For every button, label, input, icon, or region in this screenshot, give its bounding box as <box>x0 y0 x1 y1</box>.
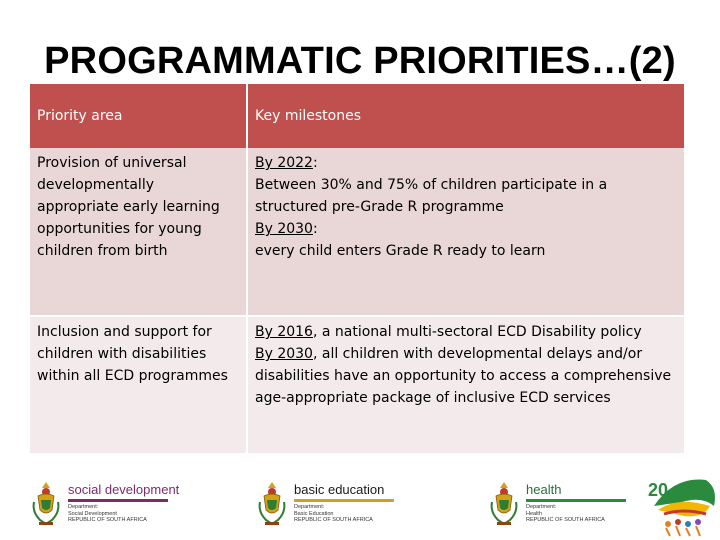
coat-of-arms-icon <box>256 480 288 528</box>
area-line: developmentally <box>37 177 154 193</box>
milestone-label-line: By 2030: <box>255 221 318 237</box>
priority-area-cell <box>30 316 247 453</box>
milestone-date: By 2030 <box>255 346 313 362</box>
area-line: children with disabilities <box>37 346 207 362</box>
dept-line: REPUBLIC OF SOUTH AFRICA <box>294 517 373 523</box>
table-row <box>30 316 684 453</box>
milestone-date: By 2030 <box>255 221 313 237</box>
dept-name: social development <box>68 482 180 497</box>
freedom-anniversary-logo <box>644 466 720 540</box>
header-key-milestones: Key milestones <box>247 84 684 148</box>
svg-text:20: 20 <box>648 480 669 500</box>
logo-health <box>488 478 628 536</box>
divider <box>294 499 394 502</box>
milestone-label-line: By 2022: <box>255 155 318 171</box>
priority-area-cell <box>30 148 247 316</box>
dept-line: REPUBLIC OF SOUTH AFRICA <box>68 517 147 523</box>
table-header-row <box>30 84 684 148</box>
area-line: children from birth <box>37 243 168 259</box>
dept-line: Department: <box>294 504 325 510</box>
milestone-text: , a national multi-sectoral ECD Disability policy <box>312 324 642 340</box>
header-priority-area: Priority area <box>30 84 247 148</box>
milestones-cell <box>247 148 684 316</box>
dept-name: basic education <box>294 482 385 497</box>
logo-text <box>294 482 394 524</box>
milestone-text: every child enters Grade R ready to learn <box>255 243 546 259</box>
area-line: appropriate early learning <box>37 199 220 215</box>
logo-social-development <box>30 478 180 536</box>
area-line: within all ECD programmes <box>37 368 228 384</box>
divider <box>68 499 168 502</box>
logo-strip <box>0 468 720 540</box>
table-row <box>30 148 684 316</box>
dept-name: health <box>526 482 562 497</box>
logo-text <box>526 482 626 524</box>
area-line: Provision of universal <box>37 155 187 171</box>
area-line: Inclusion and support for <box>37 324 212 340</box>
milestone-text: , all children with developmental delays and/or disabilities have an opportunity to access a comprehensive age-appropriate package of inclusive ECD services <box>255 346 672 406</box>
dept-line: REPUBLIC OF SOUTH AFRICA <box>526 517 605 523</box>
dept-line: Basic Education <box>294 510 334 517</box>
milestone-line <box>255 343 677 409</box>
milestones-cell <box>247 316 684 453</box>
milestone-text: Between 30% and 75% of children participate in a structured pre-Grade R programme <box>255 177 608 215</box>
dept-line: Department: <box>68 504 99 510</box>
logo-basic-education <box>256 478 406 536</box>
milestone-line <box>255 321 677 343</box>
dept-line: Department: <box>526 504 557 510</box>
area-line: opportunities for young <box>37 221 202 237</box>
page-title: PROGRAMMATIC PRIORITIES…(2) <box>44 40 676 82</box>
coat-of-arms-icon <box>30 480 62 528</box>
priorities-table <box>30 84 684 453</box>
dept-line: Social Development <box>68 510 117 517</box>
dept-line: Health <box>526 510 542 517</box>
coat-of-arms-icon <box>488 480 520 528</box>
milestone-date: By 2022 <box>255 155 313 171</box>
divider <box>526 499 626 502</box>
milestone-date: By 2016 <box>255 324 313 340</box>
logo-text <box>68 482 179 524</box>
